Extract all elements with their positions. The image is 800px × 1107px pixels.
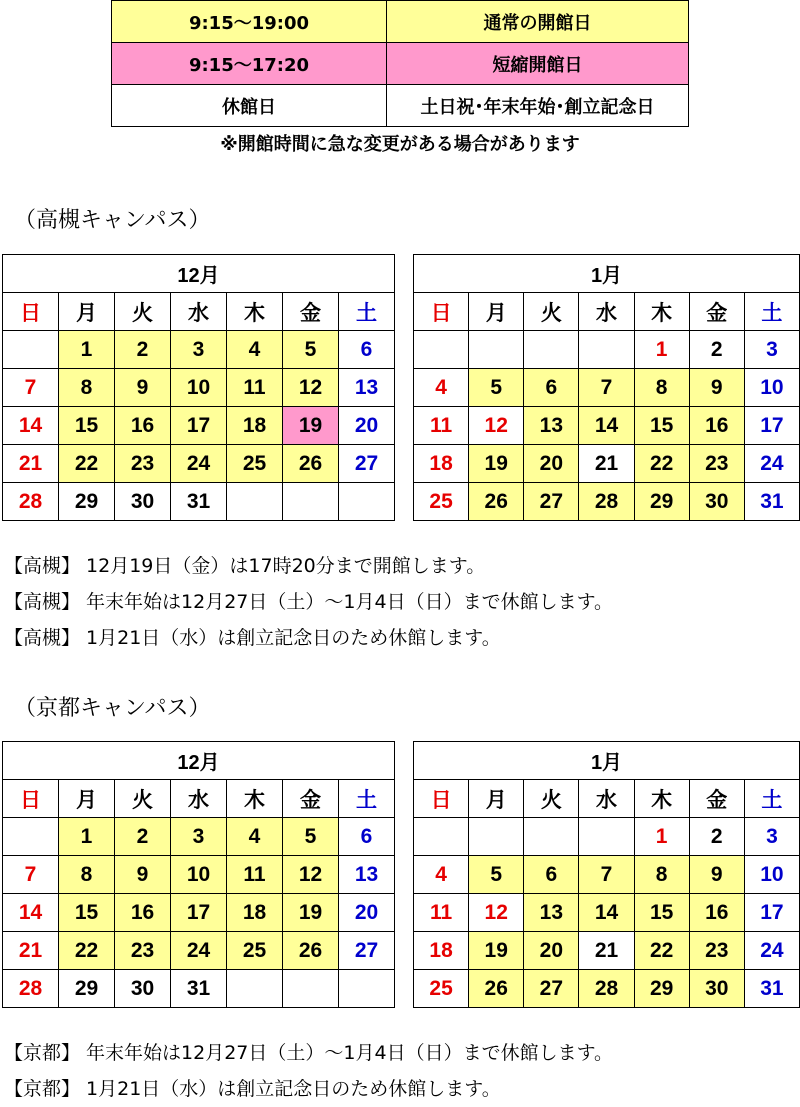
day-cell: 2 [689,331,744,369]
day-cell: 25 [227,445,283,483]
empty-day-cell [579,331,634,369]
day-cell: 10 [744,856,799,894]
day-cell: 14 [3,894,59,932]
note-line: 【高槻】 1月21日（水）は創立記念日のため休館します。 [4,627,501,649]
empty-day-cell [414,331,469,369]
day-cell: 27 [524,483,579,521]
weekday-header: 日 [414,780,469,818]
weekday-header: 土 [339,293,395,331]
week-row [414,970,800,1008]
day-cell: 28 [579,483,634,521]
weekday-header: 金 [283,780,339,818]
weekday-header: 日 [3,293,59,331]
week-row [414,331,800,369]
day-cell: 4 [414,856,469,894]
day-cell: 30 [115,483,171,521]
day-cell: 14 [3,407,59,445]
day-cell: 25 [227,932,283,970]
day-cell: 18 [414,932,469,970]
weekday-header: 土 [339,780,395,818]
weekday-header: 火 [115,293,171,331]
legend-row-normal [112,1,689,43]
empty-day-cell [227,970,283,1008]
day-cell: 27 [524,970,579,1008]
day-cell: 26 [283,932,339,970]
day-cell: 13 [339,369,395,407]
day-cell: 23 [689,932,744,970]
day-cell: 1 [634,331,689,369]
week-row [3,856,395,894]
day-cell: 13 [524,894,579,932]
day-cell: 26 [283,445,339,483]
day-cell: 10 [744,369,799,407]
day-cell: 19 [283,894,339,932]
day-cell: 19 [283,407,339,445]
schedule-change-note: ※開館時間に急な変更がある場合があります [220,134,580,155]
day-cell: 29 [59,970,115,1008]
day-cell: 31 [744,970,799,1008]
day-cell: 21 [3,932,59,970]
day-cell: 29 [634,483,689,521]
day-cell: 20 [339,894,395,932]
day-cell: 11 [227,856,283,894]
weekday-header: 月 [59,780,115,818]
day-cell: 6 [339,331,395,369]
day-cell: 3 [744,331,799,369]
day-cell: 4 [414,369,469,407]
day-cell: 28 [579,970,634,1008]
day-cell: 29 [634,970,689,1008]
day-cell: 5 [283,818,339,856]
week-row [3,483,395,521]
empty-day-cell [3,818,59,856]
day-cell: 3 [171,818,227,856]
day-cell: 22 [634,932,689,970]
day-cell: 23 [115,932,171,970]
day-cell: 11 [414,894,469,932]
calendar-december-kyoto [2,741,395,1008]
day-cell: 31 [171,970,227,1008]
day-cell: 31 [171,483,227,521]
weekday-header: 金 [689,780,744,818]
day-cell: 5 [469,369,524,407]
day-cell: 11 [414,407,469,445]
weekday-header: 日 [3,780,59,818]
empty-day-cell [579,818,634,856]
empty-day-cell [283,970,339,1008]
day-cell: 6 [524,856,579,894]
day-cell: 22 [59,932,115,970]
day-cell: 3 [744,818,799,856]
day-cell: 1 [59,818,115,856]
legend-label: 通常の開館日 [387,1,689,43]
weekday-header: 木 [227,780,283,818]
week-row [3,445,395,483]
day-cell: 24 [744,445,799,483]
day-cell: 25 [414,483,469,521]
week-row [414,932,800,970]
weekday-header: 金 [283,293,339,331]
week-row [3,818,395,856]
day-cell: 12 [283,369,339,407]
day-cell: 17 [171,407,227,445]
day-cell: 4 [227,818,283,856]
weekday-header: 火 [115,780,171,818]
campus-notes-kyoto [4,1035,613,1107]
legend-time: 休館日 [112,85,387,127]
empty-day-cell [524,331,579,369]
day-cell: 22 [634,445,689,483]
legend-label: 土日祝･年末年始･創立記念日 [387,85,689,127]
day-cell: 16 [115,407,171,445]
day-cell: 18 [227,407,283,445]
calendar-january-takatsuki [413,254,800,521]
day-cell: 22 [59,445,115,483]
day-cell: 24 [171,932,227,970]
day-cell: 7 [3,856,59,894]
day-cell: 30 [689,970,744,1008]
day-cell: 15 [634,407,689,445]
weekday-header: 木 [227,293,283,331]
week-row [414,407,800,445]
legend-time: 9:15〜17:20 [112,43,387,85]
week-row [3,407,395,445]
day-cell: 26 [469,483,524,521]
day-cell: 17 [744,407,799,445]
day-cell: 28 [3,970,59,1008]
weekday-header: 月 [469,780,524,818]
week-row [3,932,395,970]
day-cell: 27 [339,932,395,970]
legend-row-short [112,43,689,85]
day-cell: 14 [579,407,634,445]
calendar-january-kyoto [413,741,800,1008]
week-row [414,445,800,483]
day-cell: 15 [59,407,115,445]
day-cell: 25 [414,970,469,1008]
day-cell: 2 [115,818,171,856]
day-cell: 7 [579,856,634,894]
day-cell: 8 [59,856,115,894]
day-cell: 23 [689,445,744,483]
week-row [414,818,800,856]
empty-day-cell [3,331,59,369]
note-line: 【高槻】 年末年始は12月27日（土）〜1月4日（日）まで休館します。 [4,591,614,613]
weekday-header: 日 [414,293,469,331]
weekday-header: 木 [634,293,689,331]
day-cell: 19 [469,445,524,483]
day-cell: 16 [689,894,744,932]
day-cell: 4 [227,331,283,369]
day-cell: 10 [171,369,227,407]
day-cell: 31 [744,483,799,521]
day-cell: 8 [634,856,689,894]
day-cell: 1 [59,331,115,369]
weekday-header: 土 [744,780,799,818]
weekday-header: 火 [524,293,579,331]
empty-day-cell [283,483,339,521]
day-cell: 11 [227,369,283,407]
campus-title-kyoto: （京都キャンパス） [14,696,211,721]
day-cell: 15 [634,894,689,932]
day-cell: 19 [469,932,524,970]
day-cell: 16 [115,894,171,932]
day-cell: 21 [579,445,634,483]
legend-label: 短縮開館日 [387,43,689,85]
week-row [414,369,800,407]
day-cell: 29 [59,483,115,521]
day-cell: 2 [689,818,744,856]
note-line: 【京都】 1月21日（水）は創立記念日のため休館します。 [4,1078,501,1100]
day-cell: 24 [171,445,227,483]
day-cell: 17 [171,894,227,932]
empty-day-cell [339,970,395,1008]
day-cell: 12 [469,407,524,445]
empty-day-cell [414,818,469,856]
day-cell: 3 [171,331,227,369]
week-row [3,369,395,407]
day-cell: 7 [579,369,634,407]
day-cell: 5 [469,856,524,894]
empty-day-cell [469,331,524,369]
weekday-header: 木 [634,780,689,818]
day-cell: 9 [115,369,171,407]
day-cell: 6 [339,818,395,856]
month-header: 12月 [3,255,395,293]
weekday-header: 水 [579,780,634,818]
day-cell: 9 [115,856,171,894]
day-cell: 12 [469,894,524,932]
day-cell: 12 [283,856,339,894]
note-line: 【京都】 年末年始は12月27日（土）〜1月4日（日）まで休館します。 [4,1042,614,1064]
day-cell: 20 [339,407,395,445]
day-cell: 17 [744,894,799,932]
day-cell: 1 [634,818,689,856]
week-row [414,856,800,894]
week-row [3,331,395,369]
week-row [414,894,800,932]
weekday-header: 水 [579,293,634,331]
weekday-header: 月 [59,293,115,331]
day-cell: 9 [689,369,744,407]
empty-day-cell [524,818,579,856]
day-cell: 30 [115,970,171,1008]
day-cell: 15 [59,894,115,932]
hours-legend [111,0,689,127]
day-cell: 23 [115,445,171,483]
day-cell: 5 [283,331,339,369]
weekday-header: 水 [171,780,227,818]
day-cell: 28 [3,483,59,521]
empty-day-cell [227,483,283,521]
day-cell: 16 [689,407,744,445]
legend-time: 9:15〜19:00 [112,1,387,43]
week-row [3,894,395,932]
weekday-header: 金 [689,293,744,331]
day-cell: 27 [339,445,395,483]
month-header: 12月 [3,742,395,780]
campus-notes-takatsuki [4,548,613,656]
day-cell: 6 [524,369,579,407]
day-cell: 7 [3,369,59,407]
calendar-december-takatsuki [2,254,395,521]
day-cell: 13 [524,407,579,445]
day-cell: 14 [579,894,634,932]
day-cell: 10 [171,856,227,894]
weekday-header: 月 [469,293,524,331]
weekday-header: 水 [171,293,227,331]
weekday-header: 土 [744,293,799,331]
day-cell: 24 [744,932,799,970]
empty-day-cell [469,818,524,856]
day-cell: 13 [339,856,395,894]
legend-row-closed [112,85,689,127]
day-cell: 20 [524,445,579,483]
day-cell: 18 [414,445,469,483]
day-cell: 8 [59,369,115,407]
campus-title-takatsuki: （高槻キャンパス） [14,208,211,233]
day-cell: 20 [524,932,579,970]
month-header: 1月 [414,742,800,780]
weekday-header: 火 [524,780,579,818]
day-cell: 9 [689,856,744,894]
day-cell: 2 [115,331,171,369]
day-cell: 30 [689,483,744,521]
day-cell: 8 [634,369,689,407]
week-row [3,970,395,1008]
day-cell: 18 [227,894,283,932]
note-line: 【高槻】 12月19日（金）は17時20分まで開館します。 [4,555,486,577]
day-cell: 26 [469,970,524,1008]
empty-day-cell [339,483,395,521]
month-header: 1月 [414,255,800,293]
week-row [414,483,800,521]
day-cell: 21 [3,445,59,483]
day-cell: 21 [579,932,634,970]
